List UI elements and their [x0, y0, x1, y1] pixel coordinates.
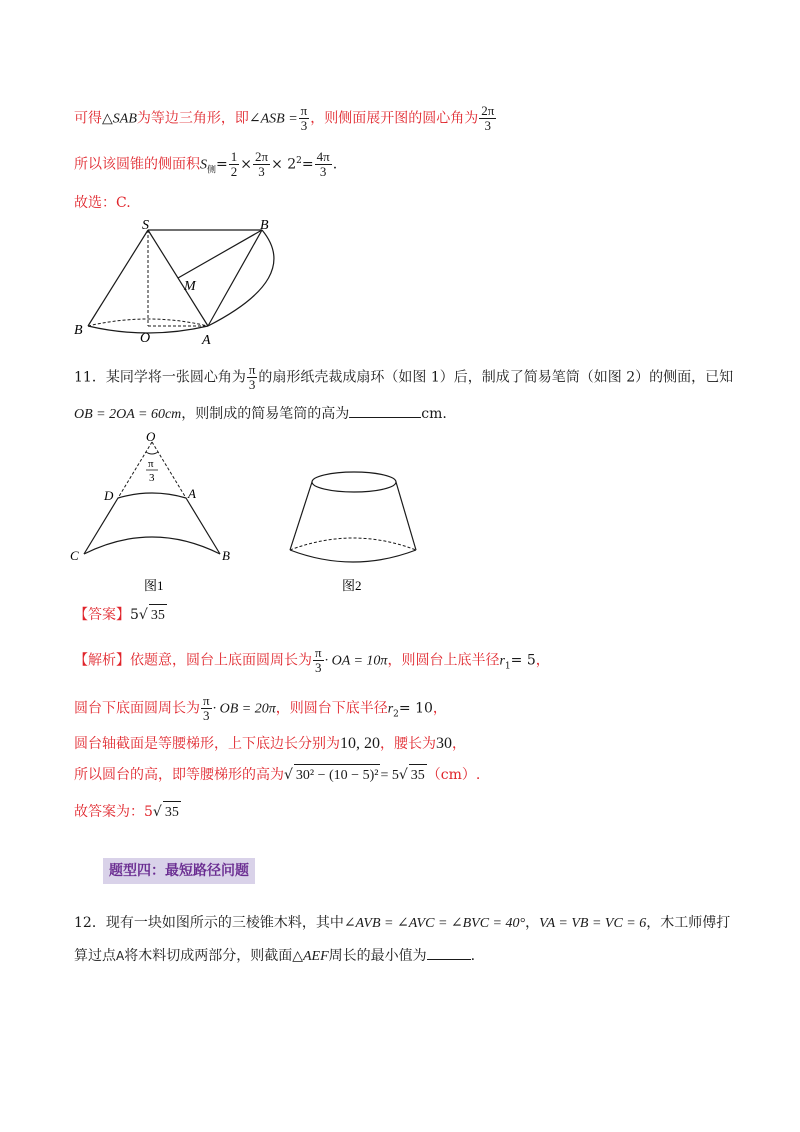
numerator: 1	[230, 149, 238, 165]
text: 圆台下底面圆周长为	[74, 700, 200, 717]
text: .	[332, 156, 338, 173]
text: =	[301, 156, 314, 173]
label-m: M	[184, 279, 196, 294]
bottom-back	[290, 538, 416, 550]
side-left	[290, 482, 312, 550]
text: =	[216, 156, 228, 173]
edge-sb-left	[88, 230, 148, 326]
text: VA = VB = VC = 6	[539, 916, 647, 931]
text: 周长的最小值为	[328, 948, 427, 964]
answer-blank[interactable]	[349, 403, 421, 418]
numerator: π	[203, 693, 210, 708]
radicand: 35	[149, 604, 167, 627]
text: （cm）.	[426, 767, 481, 783]
text: 可得	[74, 110, 102, 127]
fraction	[201, 694, 212, 723]
text: cm	[421, 406, 443, 422]
text: ，则侧面展开图的圆心角为	[310, 110, 479, 127]
text: .	[442, 406, 447, 422]
text: △	[102, 110, 113, 127]
edge-ba	[208, 230, 262, 326]
section-heading: 题型四：最短路径问题	[103, 858, 255, 884]
analysis-line-2	[74, 694, 447, 725]
fraction	[247, 363, 258, 392]
text: 将木料切成两部分，则截面	[124, 948, 293, 964]
denominator: 3	[484, 118, 492, 133]
text: ，则圆台下底半径	[275, 700, 388, 717]
label-o: O	[146, 430, 156, 444]
radicand: 30² − (10 − 5)²	[294, 764, 381, 787]
numerator: 2π	[481, 103, 495, 118]
text: 10, 20	[340, 735, 380, 752]
answer-blank[interactable]	[427, 945, 471, 960]
text: 所以该圆锥的侧面积	[74, 156, 200, 173]
edge-dc	[84, 498, 118, 554]
text: r	[387, 701, 394, 717]
text: × 2	[271, 156, 297, 173]
solution-line-3: 故选：C.	[74, 195, 131, 211]
text: 的扇形纸壳裁成扇环（如图 1）后，制成了简易笔筒（如图 2）的侧面，已知	[258, 369, 734, 386]
question-12-line-2	[74, 945, 475, 968]
question-11-line-2	[74, 403, 447, 426]
numerator: π	[300, 103, 308, 118]
text: 依题意，圆台上底面圆周长为	[130, 652, 312, 669]
subscript: 1	[504, 661, 511, 672]
answer-label: 【答案】	[74, 607, 130, 623]
text: 为等边三角形，即	[136, 110, 249, 127]
text: 故答案为：5	[74, 804, 153, 820]
text: = 10	[398, 700, 433, 717]
analysis-line-5: 故答案为：5√ 35	[74, 801, 181, 824]
caption-fig2: 图2	[342, 578, 362, 593]
radicand: 35	[163, 801, 181, 824]
text: ×	[240, 156, 252, 173]
text: ∠ASB =	[248, 111, 298, 127]
numerator: π	[248, 362, 256, 377]
text: S	[200, 157, 207, 173]
label-o: O	[140, 331, 151, 346]
bottom-front	[290, 550, 416, 562]
denominator: 3	[258, 164, 265, 180]
text: SAB	[112, 111, 137, 127]
label-pi: π	[148, 458, 154, 470]
fraction	[479, 104, 496, 133]
side-right	[396, 482, 416, 550]
denominator: 2	[230, 164, 238, 180]
fraction	[253, 150, 270, 179]
question-12-line-1	[74, 912, 730, 935]
text: 11．某同学将一张圆心角为	[74, 369, 246, 386]
text: OB = 2OA = 60cm	[74, 407, 182, 422]
cone-figure	[70, 218, 300, 348]
text: △AEF	[292, 949, 329, 964]
label-a: A	[188, 486, 196, 501]
text: 12．现有一块如图所示的三棱锥木料，其中	[74, 915, 344, 931]
sector-ring-figure	[66, 430, 256, 600]
label-b: B	[222, 548, 230, 563]
text: 5	[130, 607, 139, 623]
text: · OB = 20π	[212, 701, 276, 717]
label-s: S	[142, 218, 149, 233]
solution-line-2	[74, 150, 337, 181]
label-a: A	[202, 333, 211, 348]
label-b-left: B	[74, 323, 83, 338]
edge-ab	[186, 498, 220, 554]
label-b-top: B	[260, 218, 269, 233]
text: ，	[525, 915, 540, 931]
fraction	[313, 646, 324, 675]
top-ellipse	[312, 472, 396, 492]
label-3: 3	[149, 472, 155, 484]
analysis-line-1	[74, 646, 550, 677]
text: = 5	[380, 768, 399, 783]
numerator: π	[315, 645, 322, 660]
text: 算过点	[74, 948, 116, 964]
text: r	[499, 653, 505, 669]
subscript: 侧	[207, 165, 217, 176]
analysis-line-4: 所以圆台的高，即等腰梯形的高为√ 30² − (10 − 5)² = 5√ 35 （cm）.	[74, 764, 480, 787]
arc-ab	[208, 230, 274, 326]
analysis-line-3	[74, 733, 466, 755]
frustum-figure	[280, 462, 430, 602]
angle-mark	[146, 452, 158, 454]
text: A	[116, 949, 125, 963]
answer-11: 【答案】5√ 35	[74, 604, 167, 627]
fraction	[229, 150, 240, 179]
text: 所以圆台的高，即等腰梯形的高为	[74, 767, 284, 783]
text: .	[470, 948, 476, 964]
edge-bm	[178, 230, 262, 278]
arc-da	[118, 493, 186, 498]
text: · OA = 10π	[324, 653, 388, 669]
fraction	[299, 104, 310, 133]
arc-cb	[84, 537, 220, 554]
caption-fig1: 图1	[144, 578, 164, 593]
text: 30	[436, 735, 452, 752]
denominator: 3	[300, 118, 308, 133]
subscript: 2	[393, 709, 399, 720]
denominator: 3	[203, 708, 210, 723]
text: ，木工师傅打	[646, 915, 731, 931]
text: = 5	[510, 652, 536, 669]
denominator: 3	[319, 164, 327, 180]
solution-line-1	[74, 104, 497, 133]
denominator: 3	[315, 660, 322, 675]
text: ，则圆台上底半径	[387, 652, 500, 669]
text: ，腰长为	[380, 736, 436, 752]
text: ，	[432, 700, 447, 717]
text: ∠AVB = ∠AVC = ∠BVC = 40°	[343, 916, 526, 931]
question-11-line-1	[74, 363, 733, 392]
text: 圆台轴截面是等腰梯形，上下底边长分别为	[74, 736, 340, 752]
superscript: 2	[296, 156, 302, 166]
text: ，	[535, 652, 550, 669]
label-c: C	[70, 548, 79, 563]
denominator: 3	[248, 377, 256, 392]
numerator: 4π	[316, 149, 330, 165]
analysis-label: 【解析】	[74, 652, 130, 669]
text: ，	[452, 736, 466, 752]
numerator: 2π	[254, 149, 269, 165]
label-d: D	[104, 488, 114, 503]
fraction	[315, 150, 332, 179]
text: ，则制成的简易笔筒的高为	[181, 406, 350, 422]
radicand: 35	[409, 764, 427, 787]
